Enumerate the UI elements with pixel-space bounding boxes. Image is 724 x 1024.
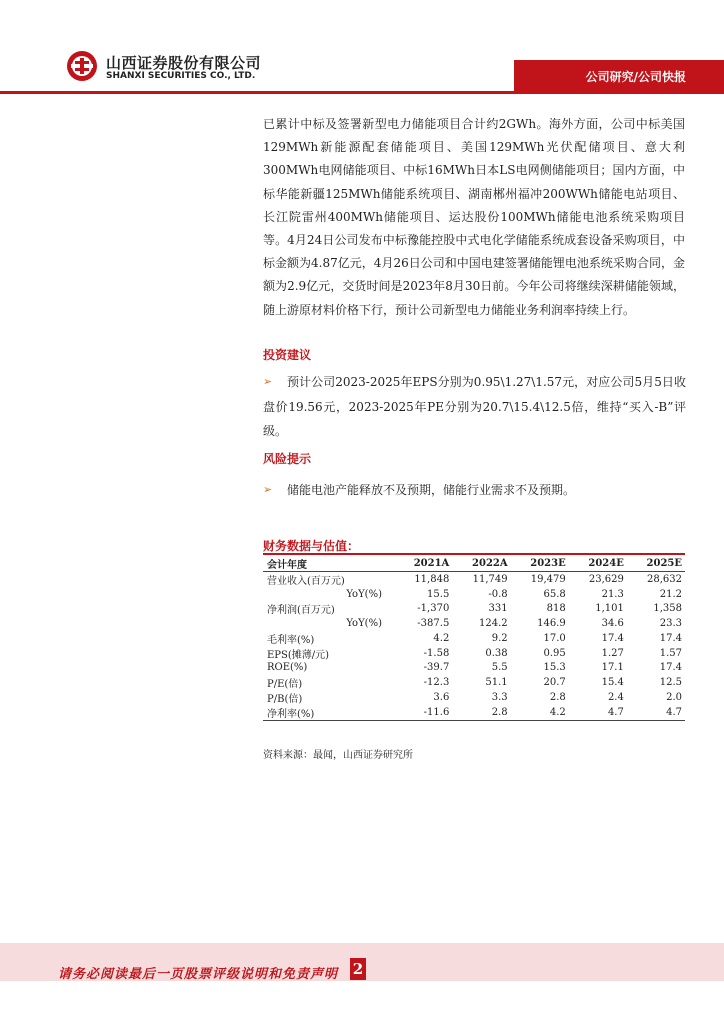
table-cell: 3.3: [491, 692, 508, 704]
table-cell: 12.5: [659, 677, 682, 689]
investment-text: 预计公司2023-2025年EPS分别为0.95\1.27\1.57元，对应公司5月5日收盘价19.56元，2023-2025年PE分别为20.7\15.4\12.5倍，维持“买入-B”评级。: [263, 375, 686, 438]
header-cell: 会计年度: [263, 556, 394, 572]
table-cell: 17.1: [601, 662, 624, 674]
table-cell: 23,629: [588, 574, 624, 585]
row-label: YoY(%): [346, 618, 382, 630]
arrow-bullet-icon: ➢: [263, 375, 273, 388]
header-cell: 2023E: [511, 556, 569, 572]
page-number: 2: [350, 958, 366, 980]
table-cell: 9.2: [491, 632, 508, 644]
arrow-bullet-icon: ➢: [263, 483, 273, 496]
intro-paragraph: 已累计中标及签署新型电力储能项目合计约2GWh。海外方面，公司中标美国129MWh新能源配套储能项目、美国129MWh光伏配储项目、意大利300MWh电网储能项目、中标16MWh日本LS电网侧储能项目；国内方面，中标华能新疆125MWh储能系统项目、湖南郴州福冲200WWh储能电站项目、长江院雷州400MWh储能项目、运达股份100MWh储能电池系统采购项目等。4月24日公司发布中标豫能控股中式电化学储能系统成套设备采购项目，中标金额为4.87亿元，4月26日公司和中国电建签署储能锂电池系统采购合同，金额为2.9亿元，交货时间是2023年8月30日前。今年公司将继续深耕储能领域，随上游原材料价格下行，预计公司新型电力储能业务利润率持续上行。: [263, 117, 685, 317]
table-cell: 15.5: [427, 588, 450, 600]
table-cell: 1,101: [595, 603, 624, 615]
header-cell: 2021A: [394, 556, 452, 572]
table-cell: 124.2: [478, 618, 508, 630]
table-cell: -11.6: [394, 705, 452, 721]
table-cell: -0.8: [488, 588, 508, 600]
table-cell: 2.8: [452, 705, 510, 721]
table-cell: 5.5: [491, 662, 508, 674]
table-cell: -387.5: [417, 618, 450, 630]
row-label: YoY(%): [346, 588, 382, 600]
row-label: P/E(倍): [267, 679, 303, 691]
row-label: 毛利率(%): [267, 634, 315, 646]
row-label: 净利润(百万元): [267, 605, 335, 617]
table-row: [263, 631, 685, 646]
table-cell: 17.4: [601, 632, 624, 644]
table-cell: 0.38: [485, 647, 508, 659]
table-title: 财务数据与估值：: [263, 539, 360, 553]
company-name-cn: 山西证券股份有限公司: [106, 54, 262, 72]
section-label: 公司研究/公司快报: [585, 70, 686, 84]
table-cell: 146.9: [537, 618, 566, 630]
footer-disclaimer: 请务必阅读最后一页股票评级说明和免责声明: [58, 967, 339, 982]
table-cell: 65.8: [543, 588, 566, 600]
table-cell: -12.3: [423, 677, 450, 689]
table-cell: -1,370: [417, 603, 450, 615]
table-cell: 1,358: [653, 603, 682, 615]
table-row: [263, 572, 685, 588]
row-label: EPS(摊薄/元): [267, 649, 330, 661]
table-cell: -1.58: [423, 647, 450, 659]
shanxi-securities-logo: [66, 50, 98, 82]
investment-bullet: [263, 370, 686, 444]
table-cell: 4.7: [627, 705, 685, 721]
table-cell: 51.1: [485, 677, 508, 689]
table-cell: 4.2: [433, 632, 450, 644]
table-cell: 331: [488, 603, 508, 615]
table-cell: 17.0: [543, 632, 566, 644]
table-cell: 818: [546, 603, 566, 615]
risk-title: 风险提示: [263, 452, 312, 466]
investment-title: 投资建议: [263, 348, 312, 362]
table-cell: 17.4: [659, 662, 682, 674]
table-cell: 4.7: [569, 705, 627, 721]
table-row: [263, 661, 685, 675]
table-cell: 21.3: [601, 588, 624, 600]
header-cell: 2024E: [569, 556, 627, 572]
table-cell: 17.4: [659, 632, 682, 644]
table-cell: 21.2: [659, 588, 682, 600]
table-header-row: [263, 556, 685, 572]
risk-text: 储能电池产能释放不及预期，储能行业需求不及预期。: [287, 483, 576, 497]
table-row: [263, 616, 685, 630]
row-label: 净利率(%): [263, 705, 394, 721]
table-row: [263, 675, 685, 690]
table-cell: 4.2: [511, 705, 569, 721]
table-cell: 19,479: [530, 574, 566, 585]
header-divider: [0, 91, 724, 94]
table-cell: 1.57: [659, 647, 682, 659]
table-cell: 15.4: [601, 677, 624, 689]
table-row: [263, 587, 685, 601]
header-band: [514, 60, 724, 91]
header-cell: 2022A: [452, 556, 510, 572]
row-label: ROE(%): [267, 662, 308, 674]
table-cell: 28,632: [647, 574, 682, 585]
table-row: [263, 646, 685, 661]
table-cell: 0.95: [543, 647, 566, 659]
table-cell: 11,848: [414, 574, 450, 585]
table-top-rule: [263, 553, 685, 555]
table-cell: 2.4: [607, 692, 624, 704]
table-cell: 11,749: [472, 574, 508, 585]
table-cell: 23.3: [659, 618, 682, 630]
table-cell: 2.0: [666, 692, 682, 704]
risk-bullet: [263, 478, 686, 503]
table-row: [263, 690, 685, 705]
table-cell: 15.3: [543, 662, 566, 674]
table-cell: 3.6: [433, 692, 450, 704]
table-cell: 20.7: [543, 677, 566, 689]
table-cell: 2.8: [549, 692, 566, 704]
table-cell: 1.27: [601, 647, 624, 659]
table-cell: -39.7: [423, 662, 450, 674]
company-name-en: SHANXI SECURITIES CO., LTD.: [106, 71, 256, 81]
table-cell: 34.6: [601, 618, 624, 630]
header-cell: 2025E: [627, 556, 685, 572]
table-row: [263, 601, 685, 616]
table-source-note: 资料来源：最闻，山西证券研究所: [263, 750, 413, 761]
row-label: P/B(倍): [267, 694, 303, 706]
table-row: [263, 705, 685, 721]
row-label: 营业收入(百万元): [267, 576, 345, 587]
financial-table: [263, 556, 685, 721]
